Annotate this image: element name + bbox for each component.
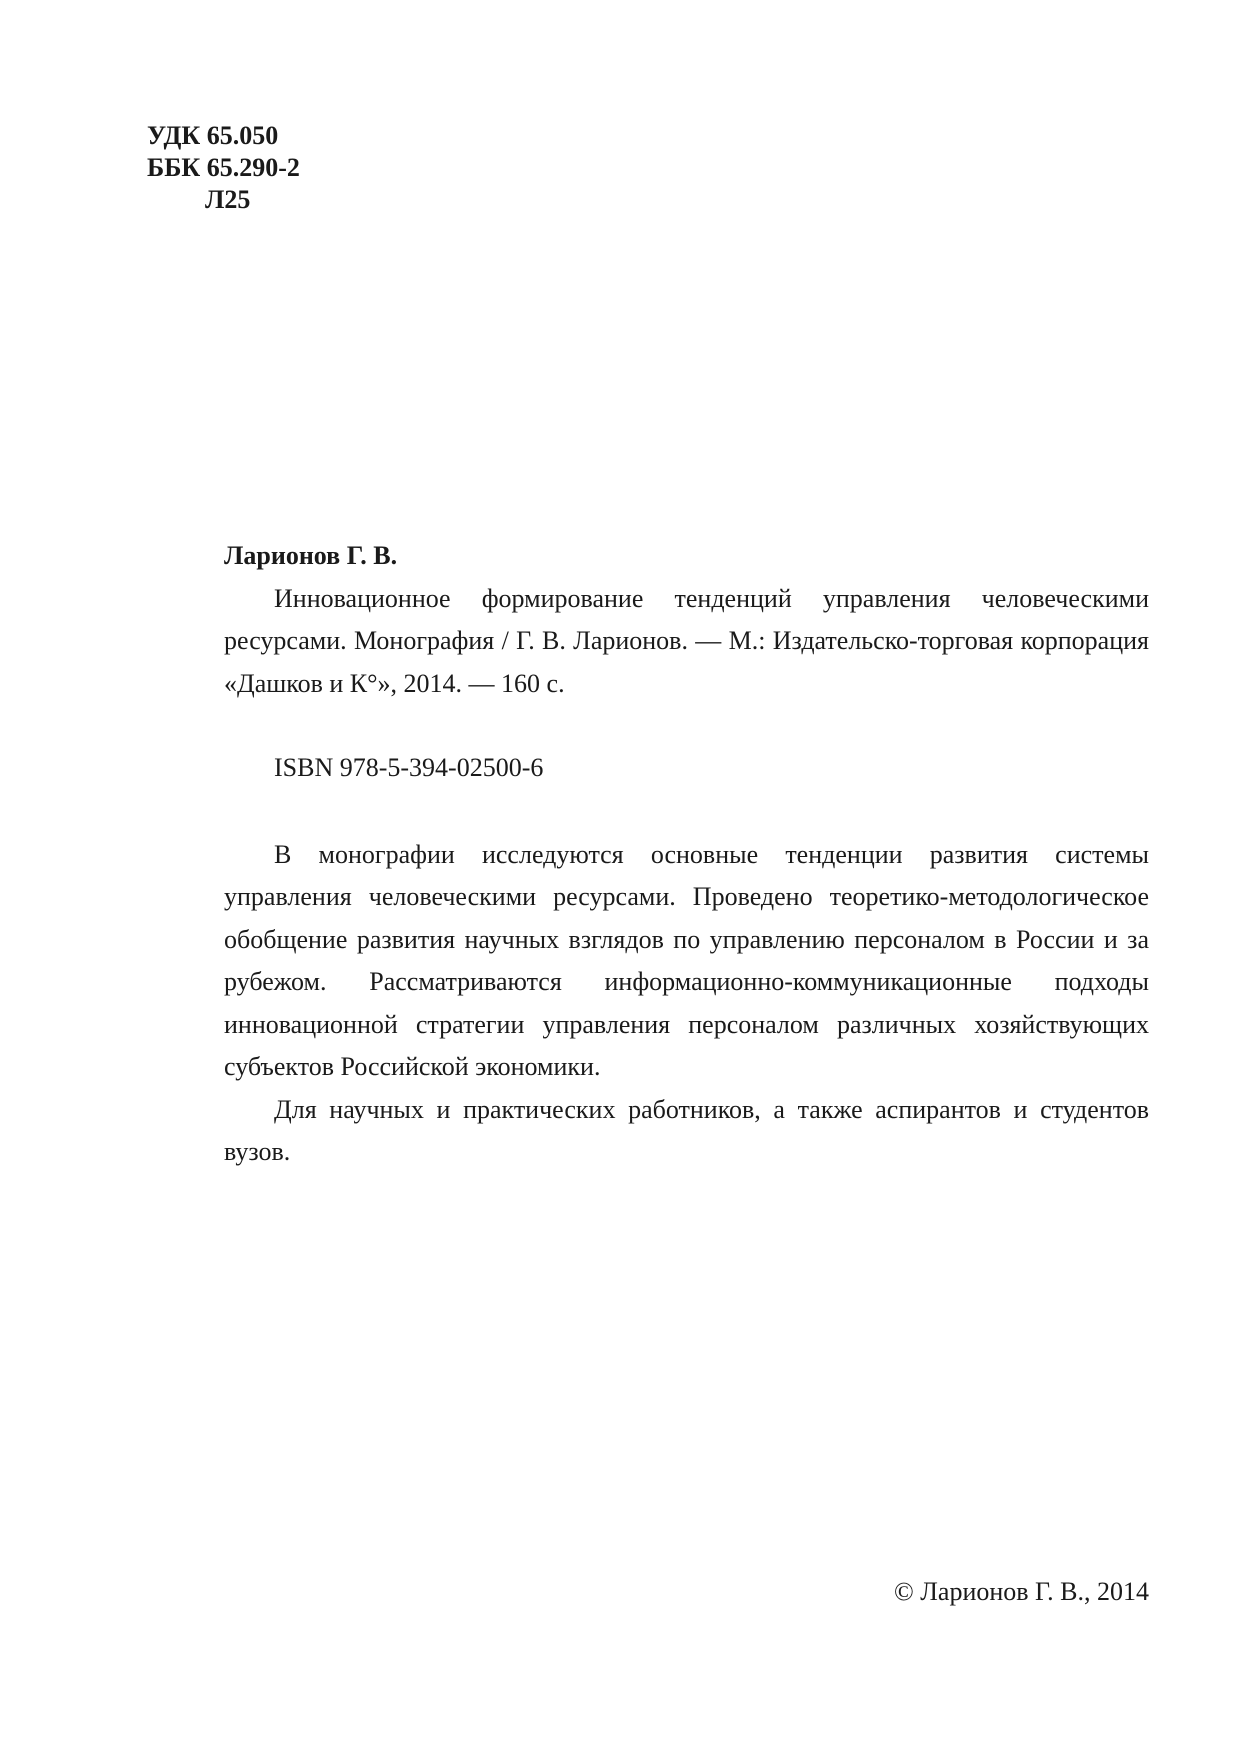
udk-code: УДК 65.050 <box>147 121 279 150</box>
bibliographic-record <box>224 535 1149 1174</box>
isbn-line: ISBN 978-5-394-02500-6 <box>274 753 544 782</box>
author-mark: Л25 <box>205 185 251 214</box>
author-heading: Ларионов Г. В. <box>224 541 398 570</box>
abstract <box>224 834 1149 1174</box>
abstract-paragraph: В монографии исследуются основные тенденции развития системы управления человеческими ресурсами. Проведено теоретико-методологическое обобщение развития научных взглядов по управлению персоналом в России и за рубежом. Рассматриваются информационно-коммуникационные подходы инновационной стратегии управления персоналом различных хозяйствующих субъектов Российской экономики. <box>224 839 1149 1081</box>
copyright-notice: © Ларионов Г. В., 2014 <box>894 1577 1149 1606</box>
audience-paragraph: Для научных и практических работников, а также аспирантов и студентов вузов. <box>224 1094 1149 1166</box>
bibliographic-description: Инновационное формирование тенденций управления человеческими ресурсами. Монография / Г. В. Ларионов. — М.: Издательско-торговая корпорация «Дашков и К°», 2014. — 160 с. <box>224 583 1149 698</box>
classification-codes <box>147 120 300 216</box>
bbk-code: ББК 65.290-2 <box>147 153 300 182</box>
